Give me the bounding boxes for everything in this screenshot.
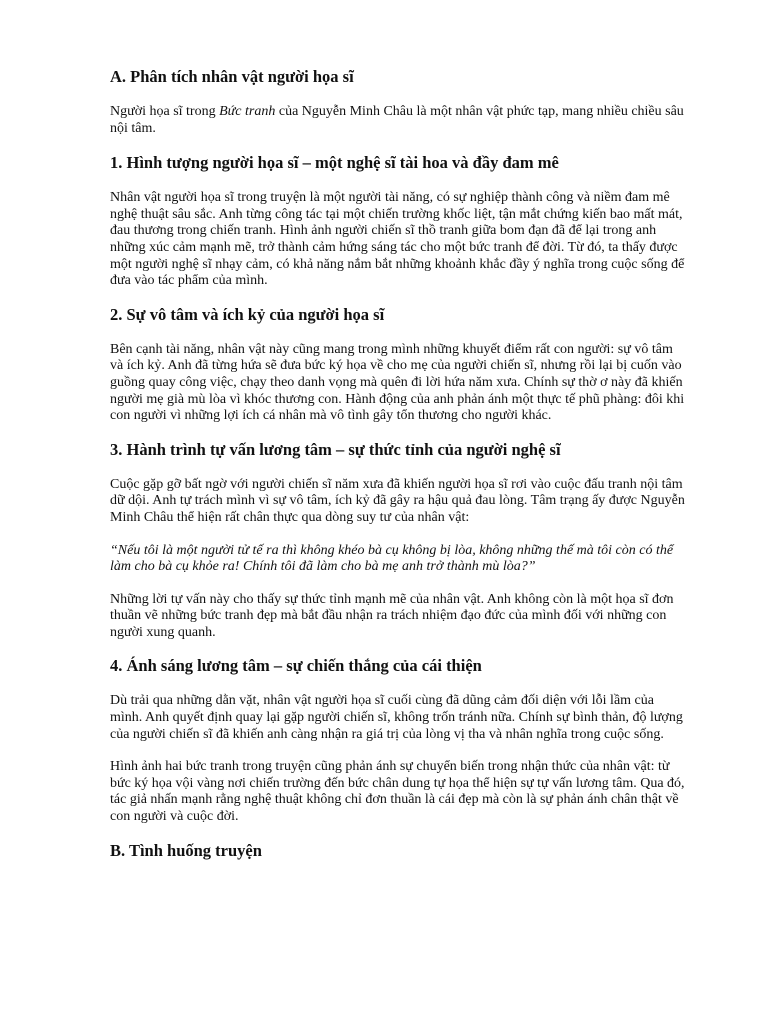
section-1-heading: 1. Hình tượng người họa sĩ – một nghệ sĩ tài hoa và đầy đam mê bbox=[110, 153, 559, 173]
section-3-paragraph: Cuộc gặp gỡ bất ngờ với người chiến sĩ năm xưa đã khiến người họa sĩ rơi vào cuộc đấu tranh nội tâm dữ dội. Anh tự trách mình vì sự vô tâm, ích kỷ đã gây ra hậu quả đau lòng. Tâm trạng ấy được Nguyễn Minh Châu thể hiện rất chân thực qua dòng suy tư của nhân vật: bbox=[110, 476, 685, 525]
section-a-intro bbox=[110, 104, 688, 137]
section-2-paragraph: Bên cạnh tài năng, nhân vật này cũng mang trong mình những khuyết điểm rất con người: sự vô tâm và ích kỷ. Anh đã từng hứa sẽ đưa bức ký họa về cho mẹ của người chiến sĩ, nhưng rồi lại bị cuốn vào guồng quay công việc, chạy theo danh vọng mà quên đi lời hứa năm xưa. Chính sự thờ ơ này đã khiến người mẹ già mù lòa vì khóc thương con. Hành động của anh phản ánh một thực tế phũ phàng: đôi khi con người vì những lợi ích cá nhân mà vô tình gây tổn thương cho người khác. bbox=[110, 341, 685, 424]
section-4-paragraph-2: Hình ảnh hai bức tranh trong truyện cũng phản ánh sự chuyển biến trong nhận thức của nhân vật: từ bức ký họa vội vàng nơi chiến trường đến bức chân dung tự họa thể hiện sự tự vấn lương tâm. Qua đó, tác giả nhấn mạnh rằng nghệ thuật không chỉ đơn thuần là cái đẹp mà còn là sự phản ánh chân thật về con người và cuộc đời. bbox=[110, 759, 685, 825]
section-2-heading: 2. Sự vô tâm và ích kỷ của người họa sĩ bbox=[110, 304, 385, 324]
section-1-paragraph: Nhân vật người họa sĩ trong truyện là một người tài năng, có sự nghiệp thành công và niềm đam mê nghệ thuật sâu sắc. Anh từng công tác tại một chiến trường khốc liệt, tận mắt chứng kiến bao mất mát, đau thương trong chiến tranh. Hình ảnh người chiến sĩ thồ tranh giữa bom đạn đã để lại trong anh những xúc cảm mạnh mẽ, trở thành cảm hứng sáng tác cho một bức tranh để đời. Từ đó, ta thấy được một người nghệ sĩ nhạy cảm, có khả năng nắm bắt những khoảnh khắc đầy ý nghĩa trong cuộc sống để đưa vào tác phẩm của mình. bbox=[110, 190, 685, 289]
intro-text-start: Người họa sĩ trong bbox=[110, 104, 220, 119]
intro-text-end: của Nguyễn Minh Châu là một nhân vật phức tạp, mang nhiều chiều sâu nội tâm. bbox=[110, 104, 684, 136]
section-a-title: A. Phân tích nhân vật người họa sĩ bbox=[110, 67, 354, 86]
section-3-paragraph-2: Những lời tự vấn này cho thấy sự thức tỉnh mạnh mẽ của nhân vật. Anh không còn là một họa sĩ đơn thuần vẽ những bức tranh đẹp mà bắt đầu nhận ra trách nhiệm đạo đức của mình đối với những con người xung quanh. bbox=[110, 591, 674, 640]
section-3-quote: “Nếu tôi là một người tử tế ra thì không khéo bà cụ không bị lòa, không những thế mà tôi còn có thể làm cho bà cụ khỏe ra! Chính tôi đã làm cho bà mẹ anh trở thành mù lòa?” bbox=[110, 542, 674, 575]
intro-work-title: Bức tranh bbox=[219, 104, 276, 119]
section-b-title: B. Tình huống truyện bbox=[110, 840, 262, 860]
section-3-heading: 3. Hành trình tự vấn lương tâm – sự thức tỉnh của người nghệ sĩ bbox=[110, 439, 561, 459]
section-4-heading: 4. Ánh sáng lương tâm – sự chiến thắng của cái thiện bbox=[110, 656, 482, 676]
section-4-paragraph: Dù trải qua những dằn vặt, nhân vật người họa sĩ cuối cùng đã dũng cảm đối diện với lỗi lầm của mình. Anh quyết định quay lại gặp người chiến sĩ, không trốn tránh nữa. Chính sự bình thản, độ lượng của người chiến sĩ đã khiến anh càng nhận ra giá trị của lòng vị tha và nhân nghĩa trong cuộc sống. bbox=[110, 693, 683, 742]
